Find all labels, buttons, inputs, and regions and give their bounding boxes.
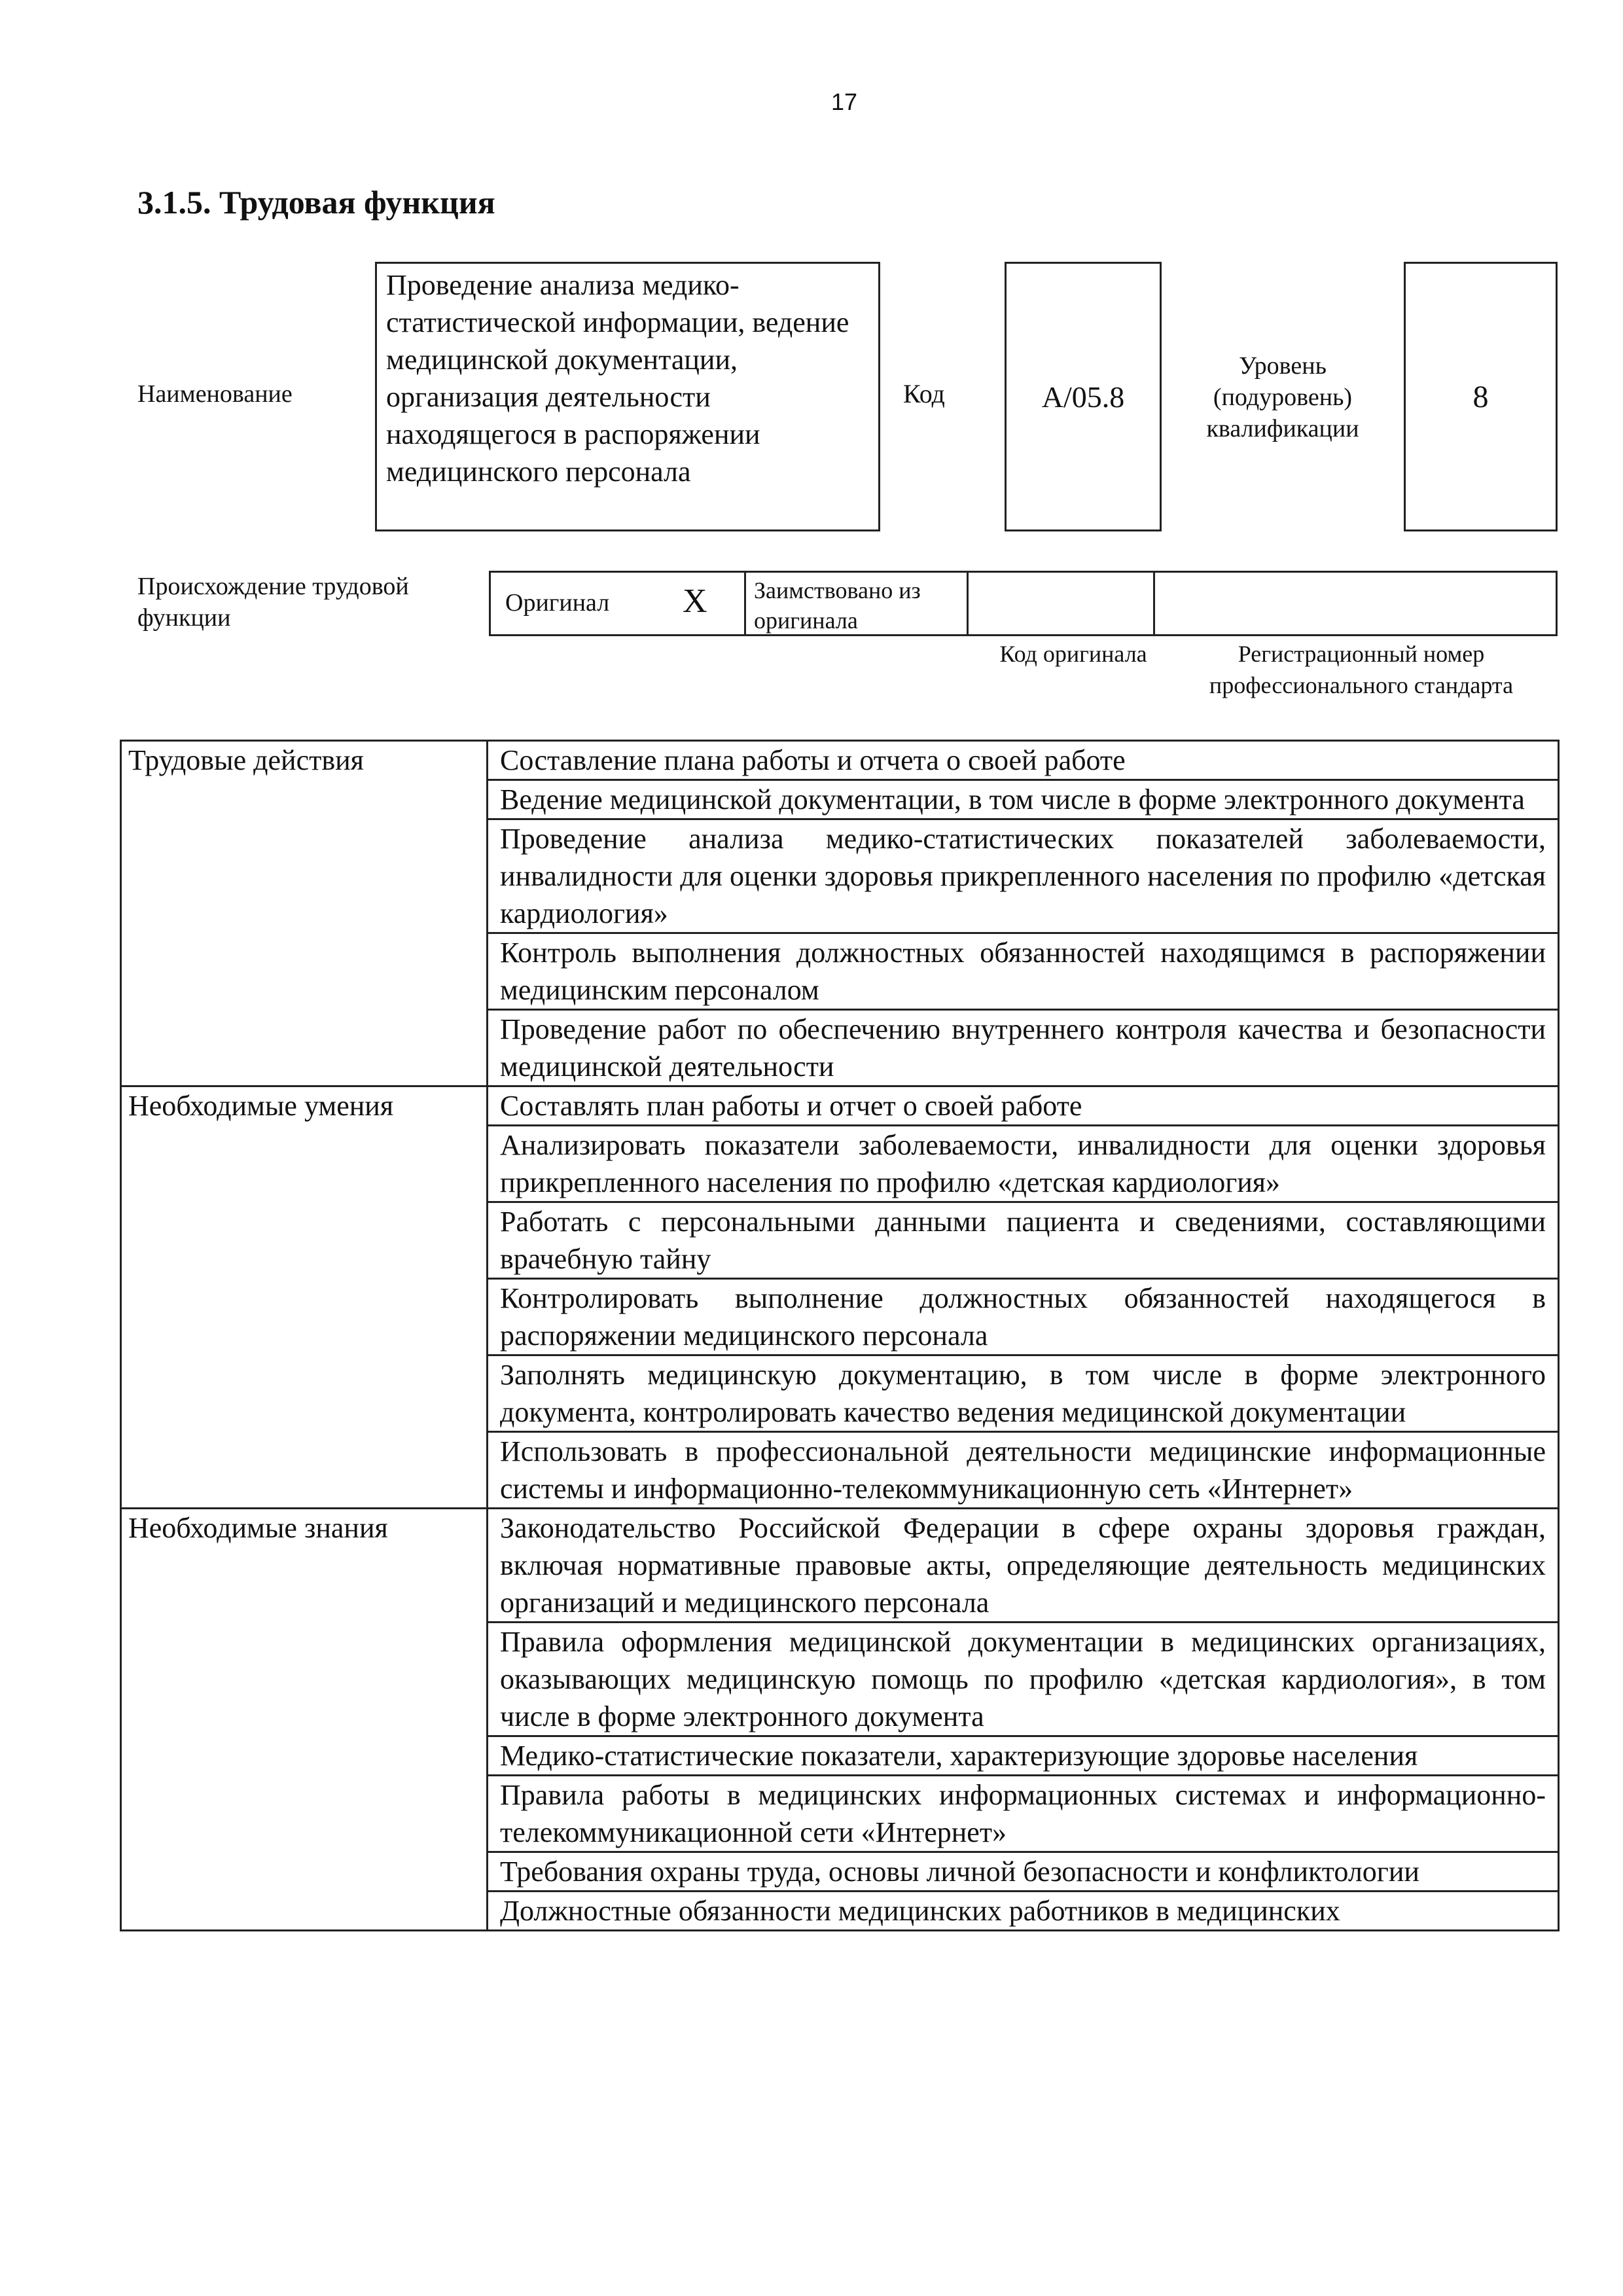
name-label: Наименование (137, 380, 293, 408)
category-label: Трудовые действия (121, 741, 488, 1086)
table-cell: Ведение медицинской документации, в том числе в форме электронного документа (488, 780, 1559, 819)
level-box (1404, 262, 1558, 531)
table-cell: Контролировать выполнение должностных обязанностей находящегося в распоряжении медицинского персонала (488, 1279, 1559, 1355)
code-value: A/05.8 (1041, 380, 1125, 414)
registration-number-label: Регистрационный номер профессионального стандарта (1209, 641, 1514, 698)
category-label: Необходимые умения (121, 1086, 488, 1509)
table-cell: Контроль выполнения должностных обязанностей находящимся в распоряжении медицинским персоналом (488, 933, 1559, 1010)
origin-strip (489, 571, 1558, 636)
original-label: Оригинал (505, 589, 610, 617)
code-box (1005, 262, 1162, 531)
function-name-box: Проведение анализа медико-статистической информации, ведение медицинской документации, организация деятельности находящегося в распоряжении медицинского персонала (375, 262, 880, 531)
function-details-table (120, 740, 1560, 1931)
table-cell: Заполнять медицинскую документацию, в том числе в форме электронного документа, контролировать качество ведения медицинской документации (488, 1355, 1559, 1432)
category-label: Необходимые знания (121, 1509, 488, 1931)
table-row (121, 741, 1559, 780)
borrowed-label: Заимствовано из оригинала (754, 577, 921, 634)
origin-original-cell (491, 573, 746, 634)
table-cell: Правила оформления медицинской документации в медицинских организациях, оказывающих медицинскую помощь по профилю «детская кардиология», в том числе в форме электронного документа (488, 1623, 1559, 1736)
origin-code-cell (969, 573, 1155, 634)
table-row (121, 1509, 1559, 1623)
table-cell: Составлять план работы и отчет о своей работе (488, 1086, 1559, 1126)
table-cell: Требования охраны труда, основы личной безопасности и конфликтологии (488, 1852, 1559, 1892)
table-cell: Проведение анализа медико-статистических показателей заболеваемости, инвалидности для оценки здоровья прикрепленного населения по профилю «детская кардиология» (488, 819, 1559, 933)
table-cell: Медико-статистические показатели, характеризующие здоровье населения (488, 1736, 1559, 1776)
level-label: Уровень (подуровень) квалификации (1206, 352, 1359, 442)
origin-registration-cell (1155, 573, 1558, 634)
code-original-label: Код оригинала (999, 641, 1147, 667)
table-row (121, 1086, 1559, 1126)
original-mark: X (683, 583, 707, 620)
level-value: 8 (1472, 379, 1489, 414)
table-cell: Правила работы в медицинских информационных системах и информационно-телекоммуникационной сети «Интернет» (488, 1776, 1559, 1852)
code-label: Код (903, 379, 945, 408)
origin-label: Происхождение трудовой функции (137, 573, 409, 632)
table-cell: Законодательство Российской Федерации в сфере охраны здоровья граждан, включая нормативные правовые акты, определяющие деятельность медицинских организаций и медицинского персонала (488, 1509, 1559, 1623)
origin-borrowed-cell (746, 573, 969, 634)
page-number: 17 (830, 88, 858, 115)
table-cell: Использовать в профессиональной деятельности медицинские информационные системы и информационно-телекоммуникационную сеть «Интернет» (488, 1432, 1559, 1509)
section-title: 3.1.5. Трудовая функция (137, 184, 495, 221)
table-cell: Работать с персональными данными пациента и сведениями, составляющими врачебную тайну (488, 1202, 1559, 1279)
table-cell: Анализировать показатели заболеваемости, инвалидности для оценки здоровья прикрепленного населения по профилю «детская кардиология» (488, 1126, 1559, 1202)
table-cell: Составление плана работы и отчета о своей работе (488, 741, 1559, 780)
table-cell: Должностные обязанности медицинских работников в медицинских (488, 1892, 1559, 1931)
table-cell: Проведение работ по обеспечению внутреннего контроля качества и безопасности медицинской деятельности (488, 1010, 1559, 1086)
